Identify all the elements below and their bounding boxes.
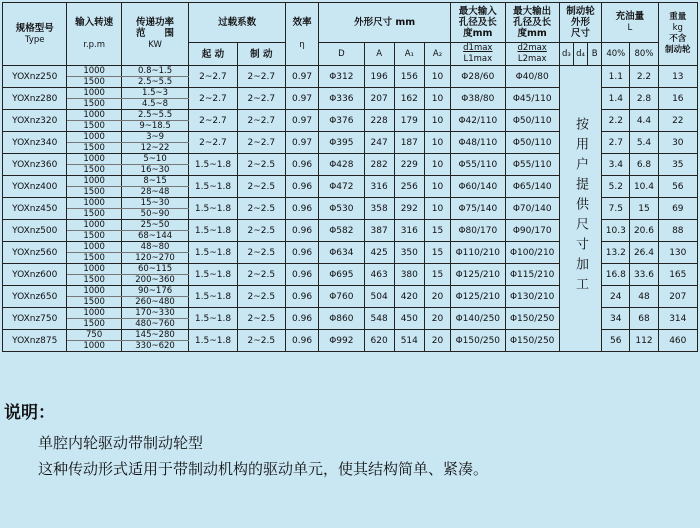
efficiency-cell: 0.96	[285, 242, 318, 264]
model-cell: YOXnz280	[3, 88, 67, 110]
header-overload-brake: 制 动	[237, 43, 285, 66]
output-bore-cell: Φ130/210	[505, 286, 559, 308]
overload-start-cell: 1.5~1.8	[189, 220, 237, 242]
power-range-cell: 68~144	[121, 231, 188, 242]
input-speed-cell: 1000	[67, 341, 121, 352]
oil-80-cell: 5.4	[630, 132, 658, 154]
overload-brake-cell: 2~2.5	[237, 198, 285, 220]
header-brake-b: B	[588, 43, 602, 66]
input-bore-cell: Φ38/80	[451, 88, 505, 110]
model-cell: YOXnz320	[3, 110, 67, 132]
header-output-bore: 最大输出 孔径及长 度mm	[505, 3, 559, 43]
output-bore-cell: Φ150/250	[505, 308, 559, 330]
dim-a2-cell: 10	[424, 88, 450, 110]
note-line-type: 单腔内轮驱动带制动轮型	[38, 434, 204, 452]
input-speed-cell: 1000	[67, 176, 121, 187]
header-brake-size: 制动轮 外形 尺寸	[559, 3, 601, 43]
dim-a2-cell: 10	[424, 198, 450, 220]
efficiency-cell: 0.96	[285, 220, 318, 242]
input-bore-cell: Φ110/210	[451, 242, 505, 264]
oil-40-cell: 3.4	[602, 154, 630, 176]
dim-a2-cell: 10	[424, 132, 450, 154]
dim-d-cell: Φ336	[319, 88, 364, 110]
overload-start-cell: 2~2.7	[189, 66, 237, 88]
header-dims: 外形尺寸 mm	[319, 3, 451, 43]
power-range-cell: 9~18.5	[121, 121, 188, 132]
overload-start-cell: 1.5~1.8	[189, 264, 237, 286]
output-bore-cell: Φ55/110	[505, 154, 559, 176]
overload-brake-cell: 2~2.5	[237, 242, 285, 264]
input-bore-cell: Φ75/140	[451, 198, 505, 220]
header-overload: 过载系数	[189, 3, 286, 43]
header-efficiency: 效率 η	[285, 3, 318, 66]
input-speed-cell: 1500	[67, 77, 121, 88]
power-range-cell: 3~9	[121, 132, 188, 143]
overload-brake-cell: 2~2.5	[237, 176, 285, 198]
efficiency-cell: 0.96	[285, 308, 318, 330]
dim-d-cell: Φ530	[319, 198, 364, 220]
oil-40-cell: 2.7	[602, 132, 630, 154]
power-range-cell: 50~90	[121, 209, 188, 220]
header-model: 规格型号 Type	[3, 3, 67, 66]
oil-80-cell: 15	[630, 198, 658, 220]
power-range-cell: 145~280	[121, 330, 188, 341]
dim-a-cell: 387	[364, 220, 394, 242]
power-range-cell: 16~30	[121, 165, 188, 176]
dim-d-cell: Φ760	[319, 286, 364, 308]
output-bore-cell: Φ45/110	[505, 88, 559, 110]
model-cell: YOXnz560	[3, 242, 67, 264]
dim-a1-cell: 162	[394, 88, 424, 110]
efficiency-cell: 0.96	[285, 330, 318, 352]
oil-40-cell: 5.2	[602, 176, 630, 198]
header-overload-start: 起 动	[189, 43, 237, 66]
model-cell: YOXnz450	[3, 198, 67, 220]
oil-40-cell: 24	[602, 286, 630, 308]
weight-cell: 165	[658, 264, 697, 286]
dim-a-cell: 463	[364, 264, 394, 286]
input-bore-cell: Φ125/210	[451, 286, 505, 308]
input-bore-cell: Φ125/210	[451, 264, 505, 286]
oil-80-cell: 10.4	[630, 176, 658, 198]
weight-cell: 207	[658, 286, 697, 308]
header-dim-d: D	[319, 43, 364, 66]
dim-d-cell: Φ472	[319, 176, 364, 198]
power-range-cell: 2.5~5.5	[121, 77, 188, 88]
oil-40-cell: 2.2	[602, 110, 630, 132]
efficiency-cell: 0.96	[285, 176, 318, 198]
dim-a1-cell: 187	[394, 132, 424, 154]
header-input-speed: 输入转速 r.p.m	[67, 3, 121, 66]
output-bore-cell: Φ115/210	[505, 264, 559, 286]
efficiency-cell: 0.97	[285, 110, 318, 132]
input-speed-cell: 1000	[67, 308, 121, 319]
oil-80-cell: 26.4	[630, 242, 658, 264]
input-speed-cell: 1500	[67, 165, 121, 176]
overload-brake-cell: 2~2.5	[237, 330, 285, 352]
oil-80-cell: 6.8	[630, 154, 658, 176]
power-range-cell: 170~330	[121, 308, 188, 319]
overload-start-cell: 1.5~1.8	[189, 198, 237, 220]
input-speed-cell: 1500	[67, 253, 121, 264]
header-brake-d3: d₃	[559, 43, 573, 66]
output-bore-cell: Φ65/140	[505, 176, 559, 198]
input-speed-cell: 1500	[67, 209, 121, 220]
dim-d-cell: Φ395	[319, 132, 364, 154]
input-speed-cell: 750	[67, 330, 121, 341]
dim-a2-cell: 10	[424, 110, 450, 132]
output-bore-cell: Φ50/110	[505, 110, 559, 132]
power-range-cell: 5~10	[121, 154, 188, 165]
oil-40-cell: 16.8	[602, 264, 630, 286]
power-range-cell: 200~360	[121, 275, 188, 286]
output-bore-cell: Φ50/110	[505, 132, 559, 154]
oil-40-cell: 1.4	[602, 88, 630, 110]
weight-cell: 56	[658, 176, 697, 198]
dim-a-cell: 247	[364, 132, 394, 154]
header-input-bore: 最大输入 孔径及长 度mm	[451, 3, 505, 43]
power-range-cell: 480~760	[121, 319, 188, 330]
dim-a1-cell: 292	[394, 198, 424, 220]
efficiency-cell: 0.97	[285, 132, 318, 154]
overload-start-cell: 2~2.7	[189, 88, 237, 110]
overload-brake-cell: 2~2.5	[237, 286, 285, 308]
oil-80-cell: 20.6	[630, 220, 658, 242]
note-line-description: 这种传动形式适用于带制动机构的驱动单元，使其结构简单、紧凑。	[38, 460, 489, 478]
dim-a1-cell: 156	[394, 66, 424, 88]
header-input-bore-sub: d1max L1max	[451, 43, 505, 66]
input-speed-cell: 1500	[67, 231, 121, 242]
dim-a2-cell: 15	[424, 220, 450, 242]
model-cell: YOXnz340	[3, 132, 67, 154]
overload-start-cell: 2~2.7	[189, 110, 237, 132]
header-dim-a: A	[364, 43, 394, 66]
dim-a-cell: 620	[364, 330, 394, 352]
overload-start-cell: 1.5~1.8	[189, 176, 237, 198]
oil-40-cell: 34	[602, 308, 630, 330]
input-bore-cell: Φ80/170	[451, 220, 505, 242]
input-bore-cell: Φ150/250	[451, 330, 505, 352]
power-range-cell: 8~15	[121, 176, 188, 187]
efficiency-cell: 0.96	[285, 286, 318, 308]
dim-a-cell: 207	[364, 88, 394, 110]
output-bore-cell: Φ90/170	[505, 220, 559, 242]
weight-cell: 16	[658, 88, 697, 110]
input-speed-cell: 1000	[67, 242, 121, 253]
dim-a1-cell: 179	[394, 110, 424, 132]
power-range-cell: 1.5~3	[121, 88, 188, 99]
overload-start-cell: 1.5~1.8	[189, 308, 237, 330]
header-oil: 充油量 L	[602, 3, 658, 43]
oil-40-cell: 7.5	[602, 198, 630, 220]
input-speed-cell: 1000	[67, 198, 121, 209]
efficiency-cell: 0.97	[285, 88, 318, 110]
output-bore-cell: Φ70/140	[505, 198, 559, 220]
power-range-cell: 4.5~8	[121, 99, 188, 110]
power-range-cell: 330~620	[121, 341, 188, 352]
dim-d-cell: Φ376	[319, 110, 364, 132]
input-bore-cell: Φ140/250	[451, 308, 505, 330]
weight-cell: 13	[658, 66, 697, 88]
input-bore-cell: Φ28/60	[451, 66, 505, 88]
power-range-cell: 120~270	[121, 253, 188, 264]
dim-a1-cell: 229	[394, 154, 424, 176]
efficiency-cell: 0.96	[285, 264, 318, 286]
oil-80-cell: 48	[630, 286, 658, 308]
dim-a1-cell: 514	[394, 330, 424, 352]
table-body	[3, 66, 698, 352]
oil-40-cell: 1.1	[602, 66, 630, 88]
power-range-cell: 2.5~5.5	[121, 110, 188, 121]
input-speed-cell: 1000	[67, 220, 121, 231]
dim-a-cell: 282	[364, 154, 394, 176]
input-speed-cell: 1000	[67, 132, 121, 143]
weight-cell: 35	[658, 154, 697, 176]
power-range-cell: 28~48	[121, 187, 188, 198]
dim-d-cell: Φ695	[319, 264, 364, 286]
dim-a-cell: 316	[364, 176, 394, 198]
header-dim-a2: A₂	[424, 43, 450, 66]
model-cell: YOXnz875	[3, 330, 67, 352]
header-dim-a1: A₁	[394, 43, 424, 66]
overload-brake-cell: 2~2.7	[237, 110, 285, 132]
input-speed-cell: 1000	[67, 264, 121, 275]
header-weight: 重量 kg 不含 制动轮	[658, 3, 697, 66]
model-cell: YOXnz500	[3, 220, 67, 242]
input-speed-cell: 1500	[67, 187, 121, 198]
dim-a1-cell: 450	[394, 308, 424, 330]
dim-a1-cell: 256	[394, 176, 424, 198]
custom-size-note: 按用户提供尺寸加工	[573, 117, 589, 297]
power-range-cell: 260~480	[121, 297, 188, 308]
dim-a-cell: 425	[364, 242, 394, 264]
oil-80-cell: 4.4	[630, 110, 658, 132]
header-output-bore-sub: d2max L2max	[505, 43, 559, 66]
overload-brake-cell: 2~2.5	[237, 264, 285, 286]
overload-brake-cell: 2~2.5	[237, 308, 285, 330]
input-speed-cell: 1500	[67, 99, 121, 110]
brake-size-merged-cell	[559, 66, 601, 352]
input-speed-cell: 1000	[67, 66, 121, 77]
power-range-cell: 12~22	[121, 143, 188, 154]
header-brake-d4: d₄	[573, 43, 587, 66]
input-bore-cell: Φ55/110	[451, 154, 505, 176]
overload-start-cell: 1.5~1.8	[189, 286, 237, 308]
dim-a2-cell: 10	[424, 176, 450, 198]
weight-cell: 69	[658, 198, 697, 220]
dim-a-cell: 548	[364, 308, 394, 330]
weight-cell: 130	[658, 242, 697, 264]
overload-brake-cell: 2~2.5	[237, 220, 285, 242]
power-range-cell: 48~80	[121, 242, 188, 253]
oil-40-cell: 56	[602, 330, 630, 352]
power-range-cell: 25~50	[121, 220, 188, 231]
dim-a2-cell: 20	[424, 330, 450, 352]
weight-cell: 88	[658, 220, 697, 242]
dim-a2-cell: 10	[424, 66, 450, 88]
overload-start-cell: 2~2.7	[189, 132, 237, 154]
weight-cell: 22	[658, 110, 697, 132]
dim-a2-cell: 10	[424, 154, 450, 176]
model-cell: YOXnz250	[3, 66, 67, 88]
input-speed-cell: 1000	[67, 154, 121, 165]
overload-start-cell: 1.5~1.8	[189, 242, 237, 264]
input-speed-cell: 1000	[67, 110, 121, 121]
overload-start-cell: 1.5~1.8	[189, 154, 237, 176]
dim-d-cell: Φ428	[319, 154, 364, 176]
overload-start-cell: 1.5~1.8	[189, 330, 237, 352]
dim-a-cell: 228	[364, 110, 394, 132]
input-speed-cell: 1500	[67, 319, 121, 330]
efficiency-cell: 0.97	[285, 66, 318, 88]
dim-a2-cell: 20	[424, 286, 450, 308]
dim-a-cell: 196	[364, 66, 394, 88]
weight-cell: 314	[658, 308, 697, 330]
oil-80-cell: 2.2	[630, 66, 658, 88]
oil-80-cell: 2.8	[630, 88, 658, 110]
dim-a2-cell: 20	[424, 308, 450, 330]
header-power: 传递功率 范 围 KW	[121, 3, 188, 66]
power-range-cell: 15~30	[121, 198, 188, 209]
overload-brake-cell: 2~2.5	[237, 154, 285, 176]
weight-cell: 460	[658, 330, 697, 352]
overload-brake-cell: 2~2.7	[237, 132, 285, 154]
dim-d-cell: Φ992	[319, 330, 364, 352]
output-bore-cell: Φ150/250	[505, 330, 559, 352]
spec-table	[2, 2, 698, 352]
oil-80-cell: 68	[630, 308, 658, 330]
table-row	[3, 66, 698, 77]
dim-a1-cell: 380	[394, 264, 424, 286]
oil-40-cell: 10.3	[602, 220, 630, 242]
input-bore-cell: Φ60/140	[451, 176, 505, 198]
input-speed-cell: 1000	[67, 88, 121, 99]
output-bore-cell: Φ40/80	[505, 66, 559, 88]
oil-80-cell: 112	[630, 330, 658, 352]
header-oil-80: 80%	[630, 43, 658, 66]
oil-80-cell: 33.6	[630, 264, 658, 286]
input-bore-cell: Φ42/110	[451, 110, 505, 132]
input-speed-cell: 1500	[67, 121, 121, 132]
dim-d-cell: Φ582	[319, 220, 364, 242]
power-range-cell: 90~176	[121, 286, 188, 297]
dim-a-cell: 358	[364, 198, 394, 220]
dim-a1-cell: 350	[394, 242, 424, 264]
dim-a1-cell: 420	[394, 286, 424, 308]
input-speed-cell: 1000	[67, 286, 121, 297]
model-cell: YOXnz600	[3, 264, 67, 286]
input-speed-cell: 1500	[67, 143, 121, 154]
notes-title: 说明：	[4, 403, 55, 423]
model-cell: YOXnz750	[3, 308, 67, 330]
model-cell: YOXnz650	[3, 286, 67, 308]
oil-40-cell: 13.2	[602, 242, 630, 264]
input-speed-cell: 1500	[67, 297, 121, 308]
dim-d-cell: Φ860	[319, 308, 364, 330]
overload-brake-cell: 2~2.7	[237, 88, 285, 110]
dim-d-cell: Φ312	[319, 66, 364, 88]
dim-a2-cell: 15	[424, 264, 450, 286]
power-range-cell: 60~115	[121, 264, 188, 275]
dim-d-cell: Φ634	[319, 242, 364, 264]
dim-a1-cell: 316	[394, 220, 424, 242]
model-cell: YOXnz400	[3, 176, 67, 198]
efficiency-cell: 0.96	[285, 154, 318, 176]
efficiency-cell: 0.96	[285, 198, 318, 220]
header-oil-40: 40%	[602, 43, 630, 66]
input-bore-cell: Φ48/110	[451, 132, 505, 154]
input-speed-cell: 1500	[67, 275, 121, 286]
table-header	[3, 3, 698, 66]
dim-a2-cell: 15	[424, 242, 450, 264]
power-range-cell: 0.8~1.5	[121, 66, 188, 77]
output-bore-cell: Φ100/210	[505, 242, 559, 264]
weight-cell: 30	[658, 132, 697, 154]
overload-brake-cell: 2~2.7	[237, 66, 285, 88]
model-cell: YOXnz360	[3, 154, 67, 176]
dim-a-cell: 504	[364, 286, 394, 308]
